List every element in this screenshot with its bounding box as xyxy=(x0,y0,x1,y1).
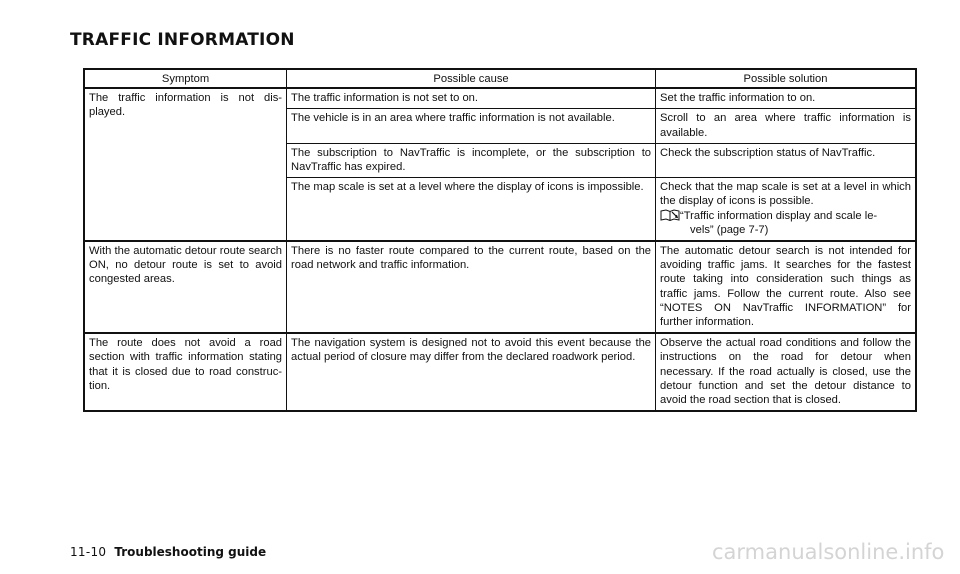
page-number: 11-10 xyxy=(70,545,107,559)
header-possible-cause: Possible cause xyxy=(287,69,656,88)
symptom-cell: The traffic information is not dis-played. xyxy=(89,92,283,119)
solution-cell: Scroll to an area where traffic information is available. xyxy=(656,109,916,143)
cause-cell: The subscription to NavTraffic is incomplete, or the subscription to NavTraffic has expired. xyxy=(287,143,656,177)
cause-cell: The navigation system is designed not to avoid this event because the actual period of closure may differ from the declared roadwork period. xyxy=(287,333,656,411)
reference-text: “Traffic information display and scale le- xyxy=(680,209,878,222)
symptom-cell: The route does not avoid a road section with traffic information stating that it is closed due to road construc-tion. xyxy=(84,333,287,411)
section-title: TRAFFIC INFORMATION xyxy=(70,30,295,50)
solution-cell: Set the traffic information to on. xyxy=(656,88,916,109)
symptom-cell: With the automatic detour route search ON, no detour route is set to avoid congested areas. xyxy=(84,241,287,333)
table-row xyxy=(84,333,916,411)
page-reference[interactable] xyxy=(660,209,911,237)
solution-cell: Observe the actual road conditions and follow the instructions on the road for detour when necessary. If the road actually is closed, use the detour function and set the detour distance to avoid the road section that is closed. xyxy=(656,333,916,411)
solution-cell: The automatic detour search is not intended for avoiding traffic jams. It searches for the fastest route taking into consideration such things as traffic jams. Follow the current route. Also see “NOTES ON NavTraffic INFORMATION” for further information. xyxy=(656,241,916,333)
watermark: carmanualsonline.info xyxy=(712,540,945,564)
book-reference-icon xyxy=(660,209,680,221)
cause-cell: The map scale is set at a level where the display of icons is impossible. xyxy=(287,178,656,241)
reference-text-continued: vels” (page 7-7) xyxy=(690,223,769,236)
header-possible-solution: Possible solution xyxy=(656,69,916,88)
cause-cell: The traffic information is not set to on. xyxy=(287,88,656,109)
table-row xyxy=(84,241,916,333)
table-header-row xyxy=(84,69,916,88)
table-row xyxy=(84,88,916,109)
solution-cell xyxy=(656,178,916,241)
solution-text: Check that the map scale is set at a level in which the display of icons is possible. xyxy=(660,181,911,208)
cause-cell: There is no faster route compared to the current route, based on the road network and traffic information. xyxy=(287,241,656,333)
cause-cell: The vehicle is in an area where traffic information is not available. xyxy=(287,109,656,143)
page-footer xyxy=(70,545,266,559)
troubleshooting-table xyxy=(83,68,917,412)
header-symptom: Symptom xyxy=(84,69,287,88)
chapter-title: Troubleshooting guide xyxy=(114,545,267,559)
solution-cell: Check the subscription status of NavTraffic. xyxy=(656,143,916,177)
